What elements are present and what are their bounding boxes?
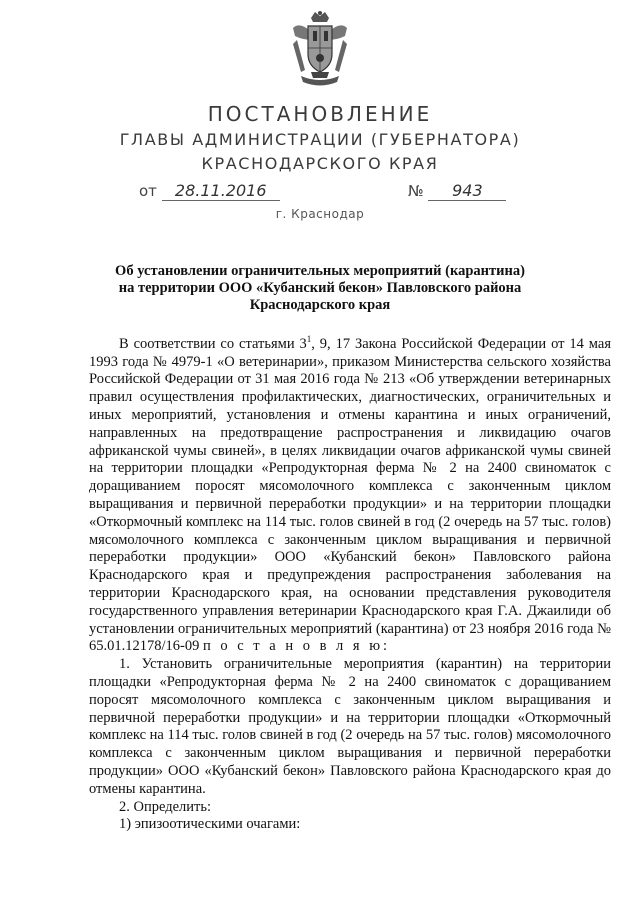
number-field (408, 182, 506, 201)
subclause-1-paragraph: 1) эпизоотическими очагами: (119, 816, 301, 833)
preamble-text-start: В соответствии со статьями 3 (119, 335, 307, 352)
article-superscript: 1 (306, 334, 312, 344)
title-line: Краснодарского края (249, 297, 391, 313)
date-field (139, 182, 280, 201)
document-body (89, 331, 611, 834)
issuer-heading: ГЛАВЫ АДМИНИСТРАЦИИ (ГУБЕРНАТОРА) (119, 130, 521, 149)
document-title (70, 263, 570, 314)
title-line: на территории ООО «Кубанский бекон» Павловского района (118, 280, 522, 296)
date-prefix: от (139, 182, 157, 200)
document-type-heading: ПОСТАНОВЛЕНИЕ (207, 102, 433, 126)
title-line: Об установлении ограничительных мероприятий (карантина) (115, 263, 525, 279)
handwritten-date: 28.11.2016 (162, 182, 280, 201)
preamble-paragraph (89, 331, 611, 656)
resolve-phrase: п о с т а н о в л я ю: (202, 638, 391, 655)
coat-of-arms-emblem (289, 10, 351, 90)
preamble-text: , 9, 17 Закона Российской Федерации от 14 мая 1993 года № 4979-1 «О ветеринарии», приказом Министерства сельского хозяйства Российской Федерации от 31 мая 2016 года № 213 «Об утверждении ветеринарных правил осуществления профилактических, диагностических, ограничительных и иных мероприятий, установления и отмены карантина и иных ограничений, направленных на предотвращение распространения и ликвидацию очагов африканской чумы свиней», в целях ликвидации очагов африканской чумы свиней на территории площадки «Репродукторная ферма № 2 на 2400 свиноматок с доращиванием поросят мясомолочного комплекса с законченным циклом выращивания и первичной переработки продукции» и на территории площадки «Откормочный комплекс на 114 тыс. голов свиней в год (2 очередь на 57 тыс. голов) мясомолочного комплекса с законченным циклом выращивания и первичной переработки продукции» ООО «Кубанский бекон» Павловского района Краснодарского края и предупреждения распространения заболевания на территории Краснодарского края, на основании представления руководителя государственного управления ветеринарии Краснодарского края Г.А. Джаилиди об установлении ограничительных мероприятий (карантина) от 23 ноября 2016 года № 65.01.12178/16-09 (89, 335, 611, 655)
region-heading: КРАСНОДАРСКОГО КРАЯ (201, 154, 439, 173)
number-prefix: № (408, 182, 424, 200)
handwritten-number: 943 (428, 182, 506, 201)
clause-2-paragraph: 2. Определить: (119, 798, 212, 815)
city-label: г. Краснодар (275, 207, 365, 221)
clause-1-paragraph: 1. Установить ограничительные мероприятия (карантин) на территории площадки «Репродукторная ферма № 2 на 2400 свиноматок с доращиванием поросят мясомолочного комплекса с законченным циклом выращивания и первичной переработки продукции» и на территории площадки «Откормочный комплекс на 114 тыс. голов свиней в год (2 очередь на 57 тыс. голов) мясомолочного комплекса с законченным циклом выращивания и первичной переработки продукции» ООО «Кубанский бекон» Павловского района Краснодарского края до отмены карантина. (89, 656, 611, 797)
